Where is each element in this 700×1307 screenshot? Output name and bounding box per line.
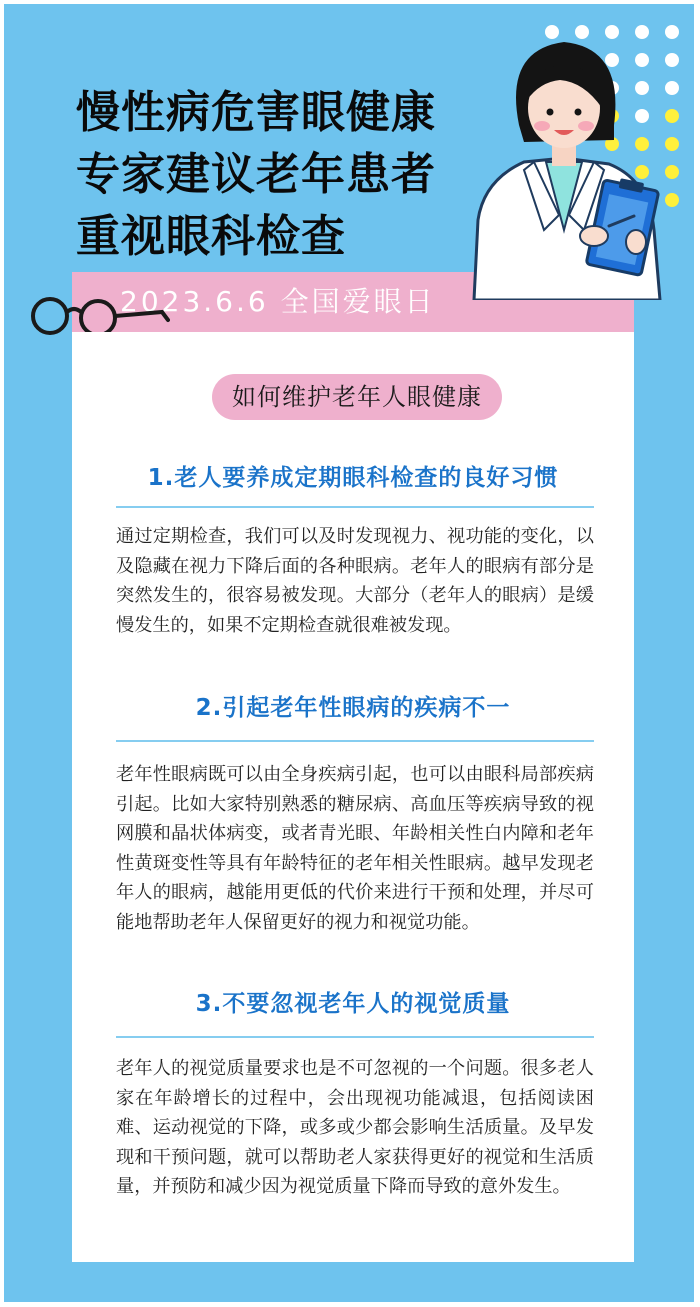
section-3-body: 老年人的视觉质量要求也是不可忽视的一个问题。很多老人家在年龄增长的过程中，会出现视功能减退，包括阅读困难、运动视觉的下降，或多或少都会影响生活质量。及早发现和干预问题，就可以帮助老人家获得更好的视觉和生活质量，并预防和减少因为视觉质量下降而导致的意外发生。 [116, 1058, 594, 1198]
headline-line-2: 专家建议老年患者 [76, 149, 436, 200]
poster [4, 4, 694, 1302]
section-3-title: 3.不要忽视老年人的视觉质量 [195, 991, 511, 1017]
headline-line-1: 慢性病危害眼健康 [76, 87, 436, 138]
section-3-divider [116, 1036, 594, 1038]
content-card [72, 332, 634, 1262]
section-1-body: 通过定期检查，我们可以及时发现视力、视功能的变化，以及隐藏在视力下降后面的各种眼病。老年人的眼病有部分是突然发生的，很容易被发现。大部分（老年人的眼病）是缓慢发生的，如果不定期检查就很难被发现。 [116, 526, 594, 636]
section-2-body: 老年性眼病既可以由全身疾病引起，也可以由眼科局部疾病引起。比如大家特别熟悉的糖尿病、高血压等疾病导致的视网膜和晶状体病变，或者青光眼、年龄相关性白内障和老年性黄斑变性等具有年龄特征的老年相关性眼病。越早发现老年人的眼病，越能用更低的代价来进行干预和处理，并尽可能地帮助老年人保留更好的视力和视觉功能。 [116, 764, 594, 933]
section-2-divider [116, 740, 594, 742]
section-2-title: 2.引起老年性眼病的疾病不一 [195, 695, 511, 721]
headline-line-3: 重视眼科检查 [76, 211, 346, 262]
section-1-title: 1.老人要养成定期眼科检查的良好习惯 [147, 465, 559, 491]
doctor-illustration [464, 30, 664, 300]
banner-date-text: 2023.6.6 全国爱眼日 [120, 285, 436, 318]
headline [76, 82, 436, 268]
intro-pill: 如何维护老年人眼健康 [212, 374, 502, 420]
section-1-divider [116, 506, 594, 508]
